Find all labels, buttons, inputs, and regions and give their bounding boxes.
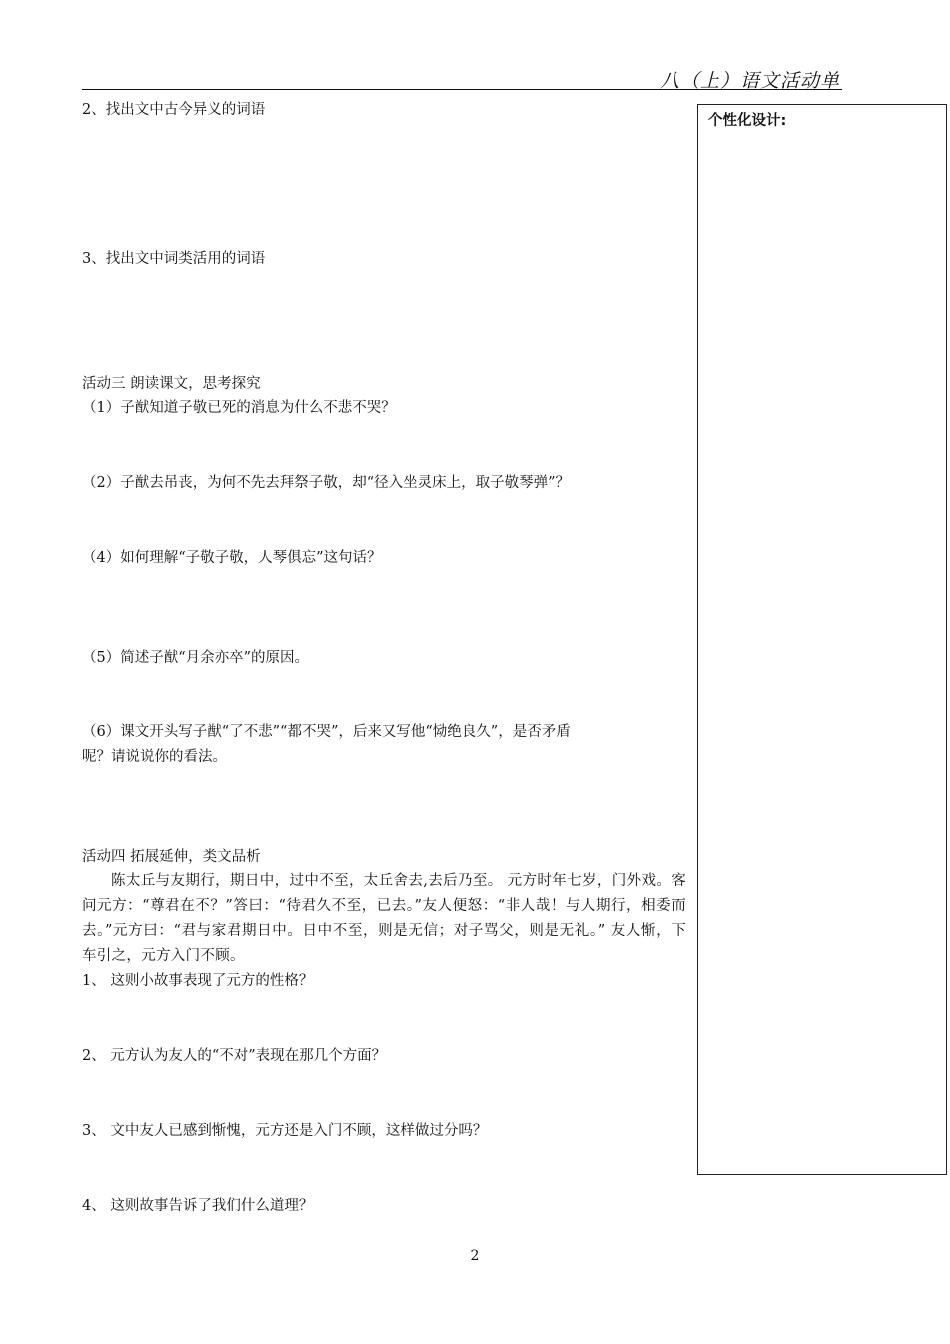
- activity-4-question-1: 1、 这则小故事表现了元方的性格？: [82, 973, 314, 989]
- activity-3-question-5: （5）简述子猷“月余亦卒”的原因。: [82, 650, 310, 666]
- personalized-design-box: [697, 104, 947, 1175]
- story-paragraph: 陈太丘与友期行，期日中，过中不至，太丘舍去,去后乃至。 元方时年七岁，门外戏。客问元方：“尊君在不？”答曰：“待君久不至，已去。”友人便怒：“非人哉！与人期行，相委而去。”元方曰：“君与家君期日中。日中不至，则是无信；对子骂父，则是无礼。” 友人惭，下车引之，元方入门不顾。: [82, 873, 686, 964]
- activity-4-question-2: 2、 元方认为友人的“不对”表现在那几个方面？: [82, 1048, 387, 1064]
- activity-4-question-4: 4、 这则故事告诉了我们什么道理？: [82, 1198, 314, 1214]
- header-rule: [82, 89, 842, 90]
- activity-3-question-6-line-2: 呢？请说说你的看法。: [82, 749, 227, 765]
- question-3: 3、找出文中词类活用的词语: [82, 251, 266, 267]
- personalized-design-title: 个性化设计:: [708, 113, 787, 129]
- question-2: 2、找出文中古今异义的词语: [82, 102, 266, 118]
- activity-3-question-2: （2）子猷去吊丧，为何不先去拜祭子敬，却“径入坐灵床上，取子敬琴弹”？: [82, 475, 571, 491]
- activity-4-question-3: 3、 文中友人已感到惭愧，元方还是入门不顾，这样做过分吗？: [82, 1123, 488, 1139]
- page-number: 2: [470, 1248, 480, 1264]
- activity-3-heading: 活动三 朗读课文，思考探究: [82, 376, 261, 392]
- activity-3-question-6-line-1: （6）课文开头写子猷“了不悲”“都不哭”，后来又写他“恸绝良久”，是否矛盾: [82, 724, 571, 740]
- activity-3-question-4: （4）如何理解“子敬子敬，人琴俱忘”这句话？: [82, 550, 382, 566]
- activity-3-question-1: （1）子猷知道子敬已死的消息为什么不悲不哭？: [82, 400, 396, 416]
- activity-4-heading: 活动四 拓展延伸，类文品析: [82, 849, 261, 865]
- header-title: 八（上）语文活动单: [659, 70, 840, 92]
